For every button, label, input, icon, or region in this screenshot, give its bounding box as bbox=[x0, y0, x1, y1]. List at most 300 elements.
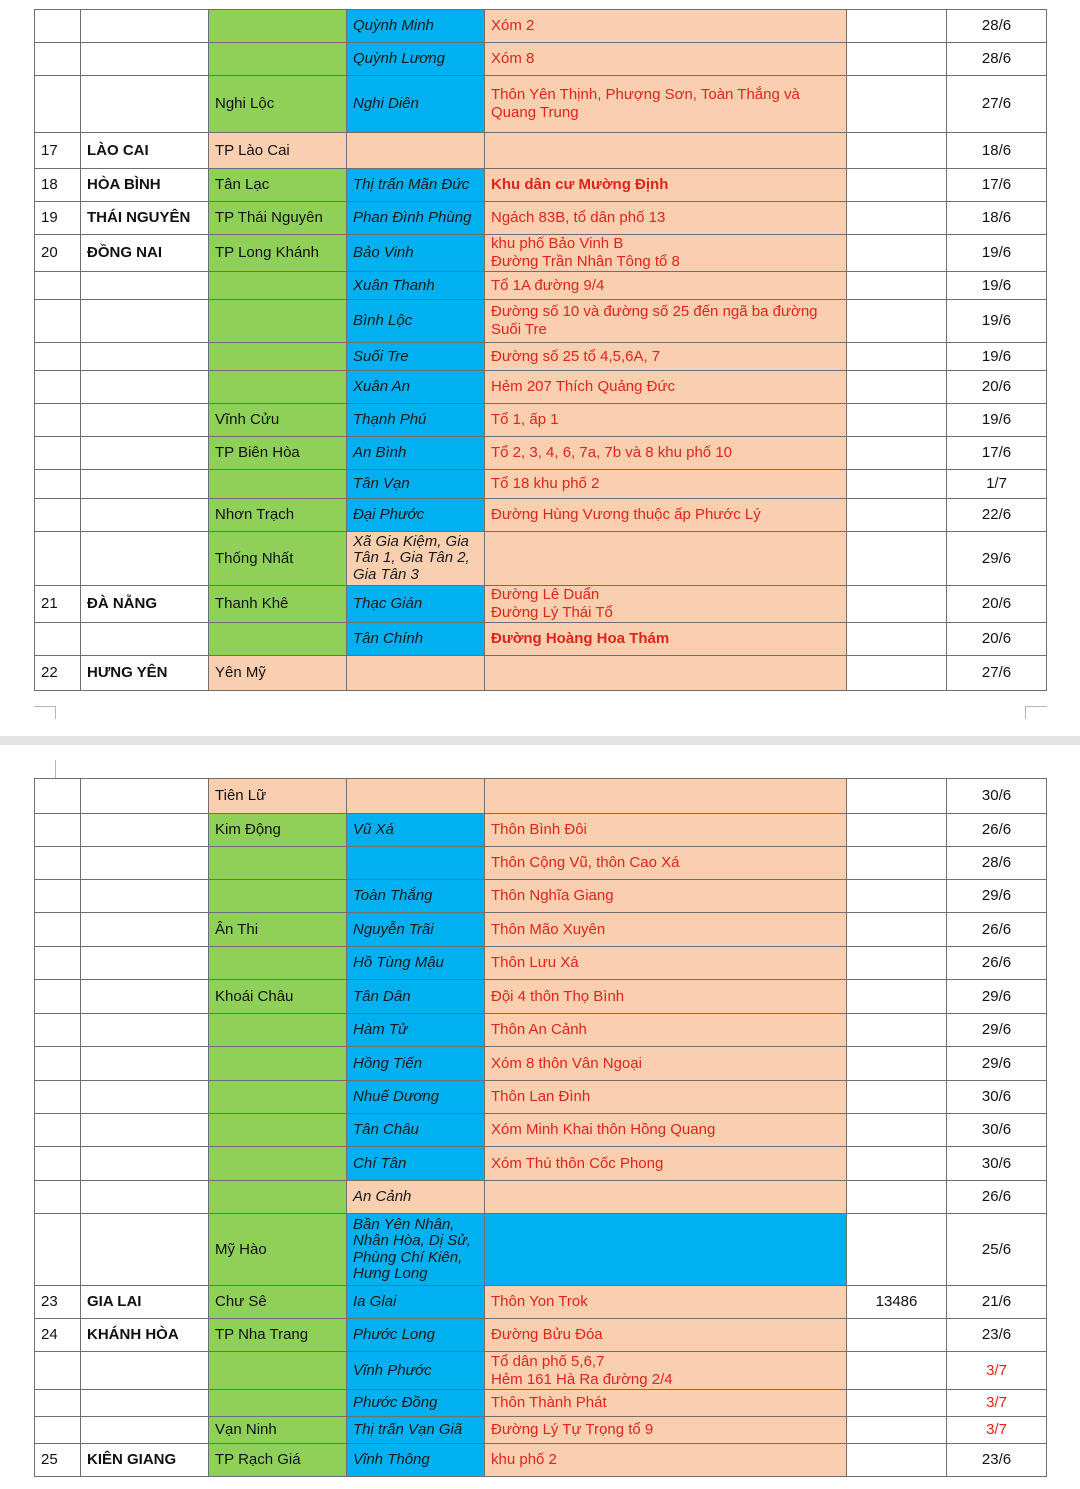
cell-stt bbox=[35, 272, 81, 300]
cell-commune: Thạnh Phú bbox=[347, 404, 485, 437]
cell-commune bbox=[347, 656, 485, 691]
cell-province: THÁI NGUYÊN bbox=[81, 202, 209, 235]
cell-province bbox=[81, 947, 209, 980]
cell-area: Tổ 2, 3, 4, 6, 7a, 7b và 8 khu phố 10 bbox=[485, 437, 847, 470]
cell-area bbox=[485, 656, 847, 691]
cell-district bbox=[209, 343, 347, 371]
table-row bbox=[35, 499, 1047, 532]
cell-district bbox=[209, 1047, 347, 1081]
cell-province bbox=[81, 43, 209, 76]
table-row bbox=[35, 343, 1047, 371]
cell-district bbox=[209, 470, 347, 499]
cell-commune: Nhuế Dương bbox=[347, 1081, 485, 1114]
cell-area: Thôn An Cảnh bbox=[485, 1014, 847, 1047]
table-row bbox=[35, 169, 1047, 202]
cell-district: Vạn Ninh bbox=[209, 1417, 347, 1444]
cell-commune: Bần Yên Nhân, Nhân Hòa, Dị Sử, Phùng Chí Kiên, Hưng Long bbox=[347, 1214, 485, 1286]
cell-commune: Toàn Thắng bbox=[347, 880, 485, 913]
cell-commune: Phan Đình Phùng bbox=[347, 202, 485, 235]
cell-date: 17/6 bbox=[947, 169, 1047, 202]
cell-cases bbox=[847, 586, 947, 623]
cell-cases bbox=[847, 404, 947, 437]
cell-stt bbox=[35, 1181, 81, 1214]
cell-cases bbox=[847, 133, 947, 169]
cell-province bbox=[81, 1081, 209, 1114]
cell-district: Ân Thi bbox=[209, 913, 347, 947]
table-row bbox=[35, 1286, 1047, 1319]
cell-stt bbox=[35, 1390, 81, 1417]
cell-province bbox=[81, 814, 209, 847]
page-separator bbox=[0, 736, 1080, 745]
cell-commune: Nghi Diên bbox=[347, 76, 485, 133]
cell-date: 29/6 bbox=[947, 880, 1047, 913]
cell-area: Thôn Cộng Vũ, thôn Cao Xá bbox=[485, 847, 847, 880]
cell-stt bbox=[35, 814, 81, 847]
cell-date: 19/6 bbox=[947, 272, 1047, 300]
cell-stt: 17 bbox=[35, 133, 81, 169]
cell-province: KHÁNH HÒA bbox=[81, 1319, 209, 1352]
cell-stt bbox=[35, 847, 81, 880]
cell-date: 28/6 bbox=[947, 847, 1047, 880]
cell-cases bbox=[847, 1081, 947, 1114]
cell-province: HÒA BÌNH bbox=[81, 169, 209, 202]
cell-cases: 13486 bbox=[847, 1286, 947, 1319]
cell-district bbox=[209, 623, 347, 656]
cell-district: Tân Lạc bbox=[209, 169, 347, 202]
cell-province bbox=[81, 532, 209, 586]
cell-stt bbox=[35, 1352, 81, 1390]
table-row bbox=[35, 404, 1047, 437]
cell-stt bbox=[35, 10, 81, 43]
cell-district bbox=[209, 1014, 347, 1047]
cell-cases bbox=[847, 1181, 947, 1214]
cell-area: Đường Lê Duẩn Đường Lý Thái Tổ bbox=[485, 586, 847, 623]
cell-commune: An Cảnh bbox=[347, 1181, 485, 1214]
cell-area: Thôn Nghĩa Giang bbox=[485, 880, 847, 913]
table-row bbox=[35, 470, 1047, 499]
table-row bbox=[35, 814, 1047, 847]
cell-cases bbox=[847, 1390, 947, 1417]
cell-province bbox=[81, 1147, 209, 1181]
cell-district bbox=[209, 43, 347, 76]
cell-date: 27/6 bbox=[947, 656, 1047, 691]
cell-area: Xóm 2 bbox=[485, 10, 847, 43]
cell-cases bbox=[847, 1352, 947, 1390]
cell-district: Thanh Khê bbox=[209, 586, 347, 623]
cell-area: Đường số 25 tổ 4,5,6A, 7 bbox=[485, 343, 847, 371]
crop-mark-left bbox=[34, 706, 56, 719]
cell-area: Xóm Thú thôn Cốc Phong bbox=[485, 1147, 847, 1181]
cell-stt bbox=[35, 1147, 81, 1181]
document-page-2 bbox=[0, 745, 1080, 1489]
cell-date: 3/7 bbox=[947, 1390, 1047, 1417]
cell-province bbox=[81, 913, 209, 947]
cell-area: Tổ 18 khu phố 2 bbox=[485, 470, 847, 499]
table-row bbox=[35, 10, 1047, 43]
cell-province bbox=[81, 343, 209, 371]
table-row bbox=[35, 1081, 1047, 1114]
cell-commune: Tân Dân bbox=[347, 980, 485, 1014]
cell-date: 19/6 bbox=[947, 300, 1047, 343]
cell-area: Hẻm 207 Thích Quảng Đức bbox=[485, 371, 847, 404]
table-row bbox=[35, 1147, 1047, 1181]
table-row bbox=[35, 202, 1047, 235]
table-row bbox=[35, 76, 1047, 133]
cell-province bbox=[81, 880, 209, 913]
cell-province bbox=[81, 371, 209, 404]
table-row bbox=[35, 371, 1047, 404]
cell-commune: Vũ Xá bbox=[347, 814, 485, 847]
cell-cases bbox=[847, 814, 947, 847]
cell-commune: Hàm Tử bbox=[347, 1014, 485, 1047]
cell-commune bbox=[347, 847, 485, 880]
cell-cases bbox=[847, 235, 947, 272]
cell-stt bbox=[35, 880, 81, 913]
cell-stt bbox=[35, 470, 81, 499]
cell-stt bbox=[35, 371, 81, 404]
cell-cases bbox=[847, 437, 947, 470]
cell-commune: Chí Tân bbox=[347, 1147, 485, 1181]
cell-area: Đường Hùng Vương thuộc ấp Phước Lý bbox=[485, 499, 847, 532]
cell-commune: Thạc Gián bbox=[347, 586, 485, 623]
cell-date: 17/6 bbox=[947, 437, 1047, 470]
cell-date: 19/6 bbox=[947, 235, 1047, 272]
cell-stt: 21 bbox=[35, 586, 81, 623]
cell-area bbox=[485, 779, 847, 814]
cell-area: Thôn Yên Thịnh, Phượng Sơn, Toàn Thắng và Quang Trung bbox=[485, 76, 847, 133]
cell-cases bbox=[847, 623, 947, 656]
cell-cases bbox=[847, 1214, 947, 1286]
cell-cases bbox=[847, 43, 947, 76]
cell-province bbox=[81, 779, 209, 814]
cell-district bbox=[209, 1081, 347, 1114]
cell-stt bbox=[35, 437, 81, 470]
cell-commune: Suối Tre bbox=[347, 343, 485, 371]
cell-district bbox=[209, 300, 347, 343]
cell-commune bbox=[347, 133, 485, 169]
cell-district: TP Thái Nguyên bbox=[209, 202, 347, 235]
cell-date: 25/6 bbox=[947, 1214, 1047, 1286]
table-row bbox=[35, 300, 1047, 343]
cell-district: Nhơn Trạch bbox=[209, 499, 347, 532]
cell-commune: Đại Phước bbox=[347, 499, 485, 532]
cell-cases bbox=[847, 532, 947, 586]
cell-area: Đường số 10 và đường số 25 đến ngã ba đường Suối Tre bbox=[485, 300, 847, 343]
cell-stt: 23 bbox=[35, 1286, 81, 1319]
cell-commune: Vĩnh Thông bbox=[347, 1444, 485, 1477]
cell-cases bbox=[847, 980, 947, 1014]
table-row bbox=[35, 1181, 1047, 1214]
cell-date: 30/6 bbox=[947, 1081, 1047, 1114]
cell-stt bbox=[35, 913, 81, 947]
cell-stt: 18 bbox=[35, 169, 81, 202]
cell-commune: Tân Châu bbox=[347, 1114, 485, 1147]
cell-area: khu phố Bảo Vinh B Đường Trần Nhân Tông tổ 8 bbox=[485, 235, 847, 272]
cell-stt: 24 bbox=[35, 1319, 81, 1352]
cell-district bbox=[209, 10, 347, 43]
cell-district: Kim Động bbox=[209, 814, 347, 847]
cell-date: 20/6 bbox=[947, 586, 1047, 623]
cell-area: Đường Bửu Đóa bbox=[485, 1319, 847, 1352]
cell-district bbox=[209, 947, 347, 980]
outbreak-table-page-2 bbox=[34, 778, 1047, 1477]
cell-area: Tổ 1A đường 9/4 bbox=[485, 272, 847, 300]
cell-date: 23/6 bbox=[947, 1444, 1047, 1477]
cell-commune: Thị trấn Mãn Đức bbox=[347, 169, 485, 202]
cell-stt bbox=[35, 343, 81, 371]
cell-province bbox=[81, 1114, 209, 1147]
cell-district bbox=[209, 1352, 347, 1390]
cell-commune: Hồng Tiến bbox=[347, 1047, 485, 1081]
cell-date: 26/6 bbox=[947, 814, 1047, 847]
cell-district bbox=[209, 880, 347, 913]
cell-cases bbox=[847, 470, 947, 499]
cell-stt bbox=[35, 1417, 81, 1444]
cell-province bbox=[81, 76, 209, 133]
table-row bbox=[35, 1417, 1047, 1444]
table-row bbox=[35, 1014, 1047, 1047]
table-row bbox=[35, 1214, 1047, 1286]
cell-district bbox=[209, 1181, 347, 1214]
cell-province bbox=[81, 300, 209, 343]
cell-area bbox=[485, 133, 847, 169]
cell-area: Thôn Mão Xuyên bbox=[485, 913, 847, 947]
cell-district: TP Nha Trang bbox=[209, 1319, 347, 1352]
cell-province: LÀO CAI bbox=[81, 133, 209, 169]
cell-date: 22/6 bbox=[947, 499, 1047, 532]
cell-stt bbox=[35, 43, 81, 76]
cell-stt bbox=[35, 947, 81, 980]
cell-district: Tiên Lữ bbox=[209, 779, 347, 814]
cell-commune: Phước Long bbox=[347, 1319, 485, 1352]
cell-province bbox=[81, 470, 209, 499]
cell-date: 18/6 bbox=[947, 202, 1047, 235]
cell-area: Đội 4 thôn Thọ Bình bbox=[485, 980, 847, 1014]
table-row bbox=[35, 532, 1047, 586]
document-page-1 bbox=[0, 0, 1080, 736]
cell-date: 30/6 bbox=[947, 1147, 1047, 1181]
cell-date: 29/6 bbox=[947, 980, 1047, 1014]
cell-area: Xóm 8 thôn Vân Ngoại bbox=[485, 1047, 847, 1081]
cell-cases bbox=[847, 371, 947, 404]
cell-cases bbox=[847, 847, 947, 880]
cell-area: Khu dân cư Mường Định bbox=[485, 169, 847, 202]
cell-cases bbox=[847, 779, 947, 814]
cell-area: Thôn Bình Đôi bbox=[485, 814, 847, 847]
cell-area: khu phố 2 bbox=[485, 1444, 847, 1477]
cell-cases bbox=[847, 169, 947, 202]
cell-commune: Quỳnh Minh bbox=[347, 10, 485, 43]
cell-province bbox=[81, 980, 209, 1014]
cell-area: Thôn Lưu Xá bbox=[485, 947, 847, 980]
cell-commune: An Bình bbox=[347, 437, 485, 470]
cell-area: Tổ 1, ấp 1 bbox=[485, 404, 847, 437]
cell-stt bbox=[35, 499, 81, 532]
cell-stt bbox=[35, 404, 81, 437]
cell-stt bbox=[35, 623, 81, 656]
table-row bbox=[35, 623, 1047, 656]
cell-date: 3/7 bbox=[947, 1352, 1047, 1390]
cell-date: 28/6 bbox=[947, 10, 1047, 43]
cell-cases bbox=[847, 880, 947, 913]
cell-cases bbox=[847, 202, 947, 235]
cell-commune: Hồ Tùng Mậu bbox=[347, 947, 485, 980]
cell-area: Xóm 8 bbox=[485, 43, 847, 76]
cell-stt bbox=[35, 1081, 81, 1114]
cell-commune: Phước Đồng bbox=[347, 1390, 485, 1417]
table-row bbox=[35, 947, 1047, 980]
cell-area: Thôn Lan Đình bbox=[485, 1081, 847, 1114]
crop-mark-top-left bbox=[34, 760, 56, 778]
table-row bbox=[35, 1444, 1047, 1477]
cell-commune: Ia Glai bbox=[347, 1286, 485, 1319]
cell-province bbox=[81, 437, 209, 470]
cell-date: 28/6 bbox=[947, 43, 1047, 76]
cell-stt: 19 bbox=[35, 202, 81, 235]
table-row bbox=[35, 913, 1047, 947]
cell-commune: Xuân An bbox=[347, 371, 485, 404]
cell-district bbox=[209, 1114, 347, 1147]
cell-area: Thôn Yon Trok bbox=[485, 1286, 847, 1319]
cell-district bbox=[209, 847, 347, 880]
table-row bbox=[35, 1114, 1047, 1147]
table-row bbox=[35, 980, 1047, 1014]
cell-commune: Tân Chính bbox=[347, 623, 485, 656]
outbreak-table-page-1 bbox=[34, 9, 1047, 691]
cell-province bbox=[81, 1014, 209, 1047]
cell-area: Đường Lý Tự Trọng tổ 9 bbox=[485, 1417, 847, 1444]
cell-cases bbox=[847, 10, 947, 43]
cell-province bbox=[81, 623, 209, 656]
cell-date: 21/6 bbox=[947, 1286, 1047, 1319]
table-row bbox=[35, 272, 1047, 300]
cell-date: 3/7 bbox=[947, 1417, 1047, 1444]
cell-district: TP Long Khánh bbox=[209, 235, 347, 272]
cell-district bbox=[209, 371, 347, 404]
table-row bbox=[35, 1319, 1047, 1352]
cell-district bbox=[209, 1390, 347, 1417]
cell-province: ĐÀ NẴNG bbox=[81, 586, 209, 623]
cell-district: TP Lào Cai bbox=[209, 133, 347, 169]
cell-district: Yên Mỹ bbox=[209, 656, 347, 691]
cell-date: 29/6 bbox=[947, 532, 1047, 586]
table-row bbox=[35, 847, 1047, 880]
cell-cases bbox=[847, 1147, 947, 1181]
cell-district: Khoái Châu bbox=[209, 980, 347, 1014]
cell-cases bbox=[847, 1014, 947, 1047]
cell-commune: Quỳnh Lương bbox=[347, 43, 485, 76]
cell-province bbox=[81, 847, 209, 880]
cell-cases bbox=[847, 76, 947, 133]
cell-district: Chư Sê bbox=[209, 1286, 347, 1319]
cell-province: HƯNG YÊN bbox=[81, 656, 209, 691]
cell-stt bbox=[35, 980, 81, 1014]
cell-province bbox=[81, 404, 209, 437]
cell-area: Đường Hoàng Hoa Thám bbox=[485, 623, 847, 656]
cell-commune: Thị trấn Vạn Giã bbox=[347, 1417, 485, 1444]
cell-area: Xóm Minh Khai thôn Hồng Quang bbox=[485, 1114, 847, 1147]
cell-area bbox=[485, 1181, 847, 1214]
cell-area: Tổ dân phố 5,6,7 Hẻm 161 Hà Ra đường 2/4 bbox=[485, 1352, 847, 1390]
cell-stt bbox=[35, 76, 81, 133]
table-row bbox=[35, 437, 1047, 470]
cell-date: 26/6 bbox=[947, 947, 1047, 980]
cell-stt bbox=[35, 1014, 81, 1047]
cell-date: 26/6 bbox=[947, 1181, 1047, 1214]
cell-province: GIA LAI bbox=[81, 1286, 209, 1319]
cell-cases bbox=[847, 947, 947, 980]
cell-date: 1/7 bbox=[947, 470, 1047, 499]
cell-cases bbox=[847, 499, 947, 532]
cell-stt bbox=[35, 1214, 81, 1286]
cell-date: 20/6 bbox=[947, 371, 1047, 404]
cell-district: TP Rạch Giá bbox=[209, 1444, 347, 1477]
cell-district: Thống Nhất bbox=[209, 532, 347, 586]
cell-area bbox=[485, 532, 847, 586]
cell-stt: 22 bbox=[35, 656, 81, 691]
cell-province bbox=[81, 1047, 209, 1081]
cell-commune: Bảo Vinh bbox=[347, 235, 485, 272]
cell-stt: 25 bbox=[35, 1444, 81, 1477]
cell-area bbox=[485, 1214, 847, 1286]
cell-date: 30/6 bbox=[947, 1114, 1047, 1147]
cell-date: 26/6 bbox=[947, 913, 1047, 947]
cell-date: 27/6 bbox=[947, 76, 1047, 133]
table-row bbox=[35, 1390, 1047, 1417]
cell-commune: Tân Vạn bbox=[347, 470, 485, 499]
cell-commune: Xuân Thanh bbox=[347, 272, 485, 300]
table-row bbox=[35, 656, 1047, 691]
table-row bbox=[35, 1047, 1047, 1081]
cell-stt bbox=[35, 1047, 81, 1081]
cell-commune: Xã Gia Kiệm, Gia Tân 1, Gia Tân 2, Gia Tân 3 bbox=[347, 532, 485, 586]
cell-stt bbox=[35, 300, 81, 343]
cell-cases bbox=[847, 272, 947, 300]
cell-stt: 20 bbox=[35, 235, 81, 272]
cell-commune: Nguyễn Trãi bbox=[347, 913, 485, 947]
cell-cases bbox=[847, 913, 947, 947]
cell-area: Thôn Thành Phát bbox=[485, 1390, 847, 1417]
cell-cases bbox=[847, 1114, 947, 1147]
cell-stt bbox=[35, 779, 81, 814]
table-row bbox=[35, 880, 1047, 913]
cell-cases bbox=[847, 1319, 947, 1352]
cell-cases bbox=[847, 1047, 947, 1081]
cell-cases bbox=[847, 300, 947, 343]
table-row bbox=[35, 586, 1047, 623]
cell-commune: Bình Lộc bbox=[347, 300, 485, 343]
cell-province bbox=[81, 1214, 209, 1286]
crop-mark-right bbox=[1025, 706, 1047, 719]
cell-date: 29/6 bbox=[947, 1014, 1047, 1047]
table-row bbox=[35, 1352, 1047, 1390]
table-row bbox=[35, 133, 1047, 169]
cell-cases bbox=[847, 343, 947, 371]
cell-district bbox=[209, 1147, 347, 1181]
cell-commune bbox=[347, 779, 485, 814]
table-row bbox=[35, 43, 1047, 76]
cell-province bbox=[81, 1417, 209, 1444]
cell-province bbox=[81, 1181, 209, 1214]
cell-date: 19/6 bbox=[947, 404, 1047, 437]
cell-date: 20/6 bbox=[947, 623, 1047, 656]
cell-district: Mỹ Hào bbox=[209, 1214, 347, 1286]
cell-province: ĐỒNG NAI bbox=[81, 235, 209, 272]
cell-district: TP Biên Hòa bbox=[209, 437, 347, 470]
table-row bbox=[35, 779, 1047, 814]
cell-district: Vĩnh Cửu bbox=[209, 404, 347, 437]
cell-district bbox=[209, 272, 347, 300]
